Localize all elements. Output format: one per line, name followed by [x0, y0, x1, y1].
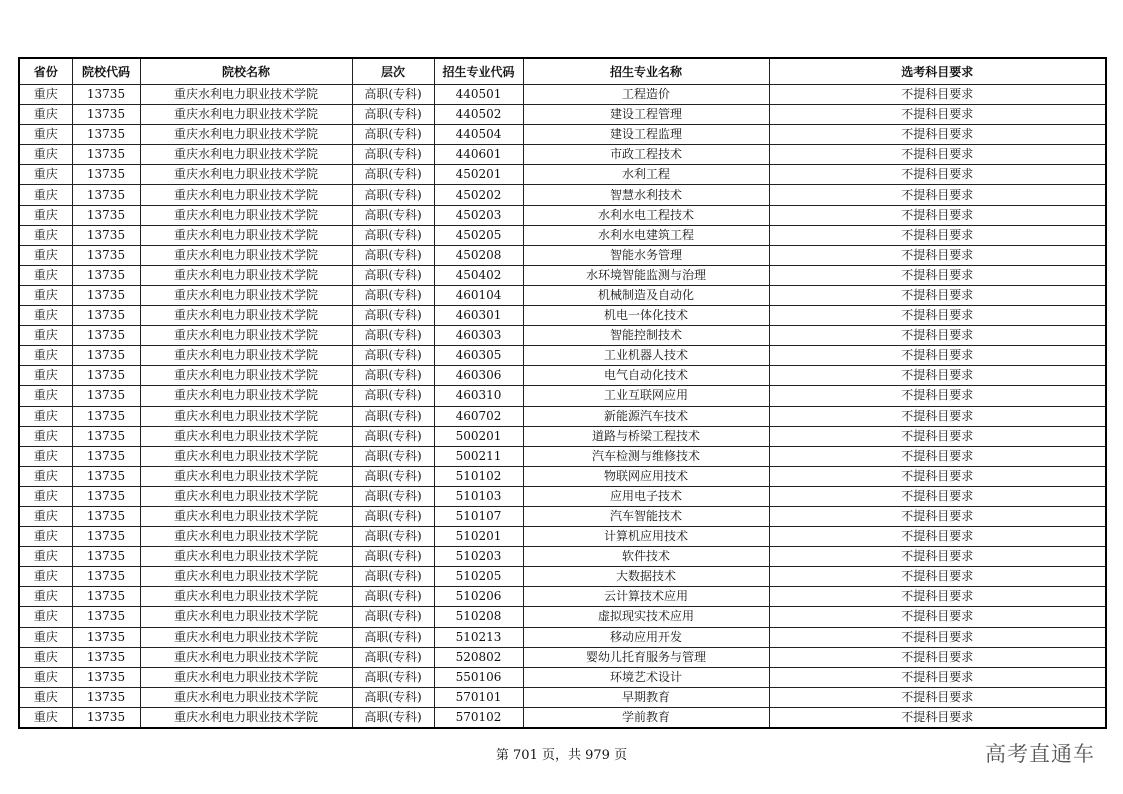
cell-province: 重庆	[19, 647, 72, 667]
cell-subject-requirement: 不提科目要求	[769, 306, 1106, 326]
cell-major-name: 云计算技术应用	[523, 587, 769, 607]
cell-school-name: 重庆水利电力职业技术学院	[140, 406, 352, 426]
cell-province: 重庆	[19, 627, 72, 647]
cell-level: 高职(专科)	[352, 486, 434, 506]
cell-province: 重庆	[19, 205, 72, 225]
cell-province: 重庆	[19, 607, 72, 627]
cell-subject-requirement: 不提科目要求	[769, 85, 1106, 105]
cell-major-code: 510103	[434, 486, 523, 506]
cell-level: 高职(专科)	[352, 527, 434, 547]
cell-school-name: 重庆水利电力职业技术学院	[140, 306, 352, 326]
cell-major-code: 520802	[434, 647, 523, 667]
cell-school-code: 13735	[72, 426, 140, 446]
cell-major-code: 440501	[434, 85, 523, 105]
cell-level: 高职(专科)	[352, 687, 434, 707]
cell-school-code: 13735	[72, 587, 140, 607]
cell-subject-requirement: 不提科目要求	[769, 406, 1106, 426]
cell-province: 重庆	[19, 527, 72, 547]
cell-school-name: 重庆水利电力职业技术学院	[140, 326, 352, 346]
cell-province: 重庆	[19, 165, 72, 185]
cell-school-name: 重庆水利电力职业技术学院	[140, 426, 352, 446]
cell-major-code: 450202	[434, 185, 523, 205]
cell-major-code: 510213	[434, 627, 523, 647]
cell-province: 重庆	[19, 386, 72, 406]
cell-school-code: 13735	[72, 306, 140, 326]
cell-level: 高职(专科)	[352, 225, 434, 245]
cell-level: 高职(专科)	[352, 567, 434, 587]
header-row	[19, 58, 1106, 85]
table-row	[19, 707, 1106, 728]
cell-major-code: 460104	[434, 285, 523, 305]
cell-major-name: 汽车智能技术	[523, 506, 769, 526]
table-row	[19, 426, 1106, 446]
cell-major-code: 440502	[434, 105, 523, 125]
cell-subject-requirement: 不提科目要求	[769, 145, 1106, 165]
cell-school-code: 13735	[72, 386, 140, 406]
cell-level: 高职(专科)	[352, 406, 434, 426]
column-header-school-name: 院校名称	[140, 58, 352, 85]
cell-major-code: 450402	[434, 265, 523, 285]
cell-major-code: 510201	[434, 527, 523, 547]
cell-level: 高职(专科)	[352, 386, 434, 406]
cell-school-name: 重庆水利电力职业技术学院	[140, 667, 352, 687]
cell-major-name: 市政工程技术	[523, 145, 769, 165]
cell-subject-requirement: 不提科目要求	[769, 125, 1106, 145]
cell-major-code: 510208	[434, 607, 523, 627]
cell-major-name: 环境艺术设计	[523, 667, 769, 687]
cell-province: 重庆	[19, 285, 72, 305]
cell-major-code: 510206	[434, 587, 523, 607]
page-total: 979	[585, 748, 610, 763]
cell-level: 高职(专科)	[352, 547, 434, 567]
table-row	[19, 446, 1106, 466]
cell-major-code: 440601	[434, 145, 523, 165]
cell-major-name: 水利工程	[523, 165, 769, 185]
table-row	[19, 627, 1106, 647]
cell-major-code: 500211	[434, 446, 523, 466]
cell-major-code: 460702	[434, 406, 523, 426]
cell-major-name: 婴幼儿托育服务与管理	[523, 647, 769, 667]
cell-school-name: 重庆水利电力职业技术学院	[140, 145, 352, 165]
table-row	[19, 265, 1106, 285]
cell-school-name: 重庆水利电力职业技术学院	[140, 647, 352, 667]
cell-subject-requirement: 不提科目要求	[769, 607, 1106, 627]
cell-school-code: 13735	[72, 567, 140, 587]
cell-level: 高职(专科)	[352, 627, 434, 647]
cell-school-code: 13735	[72, 105, 140, 125]
cell-school-name: 重庆水利电力职业技术学院	[140, 466, 352, 486]
cell-level: 高职(专科)	[352, 105, 434, 125]
cell-subject-requirement: 不提科目要求	[769, 326, 1106, 346]
cell-school-name: 重庆水利电力职业技术学院	[140, 366, 352, 386]
page-middle: 页，共	[537, 748, 586, 763]
table-row	[19, 205, 1106, 225]
cell-province: 重庆	[19, 486, 72, 506]
cell-level: 高职(专科)	[352, 185, 434, 205]
cell-school-name: 重庆水利电力职业技术学院	[140, 165, 352, 185]
cell-province: 重庆	[19, 145, 72, 165]
cell-school-code: 13735	[72, 346, 140, 366]
cell-school-code: 13735	[72, 225, 140, 245]
cell-level: 高职(专科)	[352, 326, 434, 346]
cell-school-name: 重庆水利电力职业技术学院	[140, 85, 352, 105]
cell-school-code: 13735	[72, 547, 140, 567]
cell-level: 高职(专科)	[352, 607, 434, 627]
cell-major-name: 电气自动化技术	[523, 366, 769, 386]
cell-school-name: 重庆水利电力职业技术学院	[140, 486, 352, 506]
cell-subject-requirement: 不提科目要求	[769, 587, 1106, 607]
table-row	[19, 306, 1106, 326]
cell-province: 重庆	[19, 506, 72, 526]
table-row	[19, 527, 1106, 547]
cell-school-code: 13735	[72, 366, 140, 386]
cell-major-name: 早期教育	[523, 687, 769, 707]
cell-province: 重庆	[19, 547, 72, 567]
cell-school-code: 13735	[72, 145, 140, 165]
cell-major-name: 大数据技术	[523, 567, 769, 587]
cell-subject-requirement: 不提科目要求	[769, 486, 1106, 506]
table-row	[19, 366, 1106, 386]
cell-major-name: 汽车检测与维修技术	[523, 446, 769, 466]
cell-school-code: 13735	[72, 265, 140, 285]
cell-subject-requirement: 不提科目要求	[769, 205, 1106, 225]
cell-major-name: 新能源汽车技术	[523, 406, 769, 426]
cell-level: 高职(专科)	[352, 125, 434, 145]
cell-subject-requirement: 不提科目要求	[769, 165, 1106, 185]
table-row	[19, 587, 1106, 607]
cell-major-code: 570102	[434, 707, 523, 728]
cell-school-name: 重庆水利电力职业技术学院	[140, 125, 352, 145]
cell-school-code: 13735	[72, 85, 140, 105]
cell-school-name: 重庆水利电力职业技术学院	[140, 587, 352, 607]
cell-level: 高职(专科)	[352, 285, 434, 305]
cell-major-code: 460305	[434, 346, 523, 366]
cell-subject-requirement: 不提科目要求	[769, 707, 1106, 728]
cell-major-name: 智能水务管理	[523, 245, 769, 265]
cell-province: 重庆	[19, 667, 72, 687]
cell-school-code: 13735	[72, 406, 140, 426]
cell-subject-requirement: 不提科目要求	[769, 567, 1106, 587]
cell-province: 重庆	[19, 245, 72, 265]
cell-level: 高职(专科)	[352, 587, 434, 607]
cell-major-name: 建设工程监理	[523, 125, 769, 145]
cell-major-code: 460301	[434, 306, 523, 326]
cell-province: 重庆	[19, 406, 72, 426]
document-sheet	[18, 57, 1105, 729]
cell-subject-requirement: 不提科目要求	[769, 687, 1106, 707]
cell-major-name: 学前教育	[523, 707, 769, 728]
cell-subject-requirement: 不提科目要求	[769, 185, 1106, 205]
cell-level: 高职(专科)	[352, 707, 434, 728]
cell-level: 高职(专科)	[352, 165, 434, 185]
cell-major-code: 550106	[434, 667, 523, 687]
cell-subject-requirement: 不提科目要求	[769, 547, 1106, 567]
cell-major-name: 智能控制技术	[523, 326, 769, 346]
cell-province: 重庆	[19, 346, 72, 366]
cell-school-code: 13735	[72, 285, 140, 305]
cell-province: 重庆	[19, 687, 72, 707]
cell-province: 重庆	[19, 265, 72, 285]
cell-major-code: 510203	[434, 547, 523, 567]
cell-level: 高职(专科)	[352, 446, 434, 466]
cell-level: 高职(专科)	[352, 245, 434, 265]
cell-school-name: 重庆水利电力职业技术学院	[140, 205, 352, 225]
cell-major-name: 建设工程管理	[523, 105, 769, 125]
cell-level: 高职(专科)	[352, 506, 434, 526]
cell-major-name: 道路与桥梁工程技术	[523, 426, 769, 446]
page-number	[0, 744, 1123, 763]
column-header-province: 省份	[19, 58, 72, 85]
table-row	[19, 647, 1106, 667]
column-header-school-code: 院校代码	[72, 58, 140, 85]
cell-school-name: 重庆水利电力职业技术学院	[140, 105, 352, 125]
cell-subject-requirement: 不提科目要求	[769, 105, 1106, 125]
column-header-major-name: 招生专业名称	[523, 58, 769, 85]
cell-major-name: 水利水电工程技术	[523, 205, 769, 225]
cell-school-code: 13735	[72, 245, 140, 265]
table-row	[19, 185, 1106, 205]
cell-school-code: 13735	[72, 527, 140, 547]
cell-major-code: 460303	[434, 326, 523, 346]
column-header-subject-requirement: 选考科目要求	[769, 58, 1106, 85]
table-row	[19, 687, 1106, 707]
cell-major-name: 智慧水利技术	[523, 185, 769, 205]
cell-province: 重庆	[19, 587, 72, 607]
cell-subject-requirement: 不提科目要求	[769, 346, 1106, 366]
table-body	[19, 85, 1106, 729]
cell-subject-requirement: 不提科目要求	[769, 506, 1106, 526]
cell-level: 高职(专科)	[352, 667, 434, 687]
cell-school-code: 13735	[72, 627, 140, 647]
cell-province: 重庆	[19, 446, 72, 466]
cell-school-code: 13735	[72, 205, 140, 225]
cell-province: 重庆	[19, 366, 72, 386]
cell-major-code: 570101	[434, 687, 523, 707]
cell-school-code: 13735	[72, 165, 140, 185]
cell-level: 高职(专科)	[352, 466, 434, 486]
table-row	[19, 406, 1106, 426]
cell-school-name: 重庆水利电力职业技术学院	[140, 506, 352, 526]
cell-province: 重庆	[19, 125, 72, 145]
cell-subject-requirement: 不提科目要求	[769, 285, 1106, 305]
page-prefix: 第	[495, 748, 514, 763]
cell-major-name: 水环境智能监测与治理	[523, 265, 769, 285]
table-row	[19, 105, 1106, 125]
table-row	[19, 506, 1106, 526]
cell-major-name: 工程造价	[523, 85, 769, 105]
table-row	[19, 85, 1106, 105]
cell-level: 高职(专科)	[352, 306, 434, 326]
cell-school-name: 重庆水利电力职业技术学院	[140, 627, 352, 647]
admission-table	[18, 57, 1107, 729]
table-row	[19, 466, 1106, 486]
cell-level: 高职(专科)	[352, 85, 434, 105]
cell-school-code: 13735	[72, 707, 140, 728]
cell-major-name: 机械制造及自动化	[523, 285, 769, 305]
cell-major-code: 510205	[434, 567, 523, 587]
cell-level: 高职(专科)	[352, 346, 434, 366]
table-row	[19, 165, 1106, 185]
cell-province: 重庆	[19, 326, 72, 346]
cell-school-code: 13735	[72, 506, 140, 526]
cell-major-code: 450208	[434, 245, 523, 265]
cell-major-name: 工业机器人技术	[523, 346, 769, 366]
cell-level: 高职(专科)	[352, 366, 434, 386]
watermark-logo: 高考直通车	[985, 742, 1095, 766]
table-row	[19, 125, 1106, 145]
cell-subject-requirement: 不提科目要求	[769, 446, 1106, 466]
cell-major-code: 450203	[434, 205, 523, 225]
table-row	[19, 667, 1106, 687]
cell-level: 高职(专科)	[352, 265, 434, 285]
cell-subject-requirement: 不提科目要求	[769, 366, 1106, 386]
cell-level: 高职(专科)	[352, 205, 434, 225]
cell-subject-requirement: 不提科目要求	[769, 426, 1106, 446]
cell-school-name: 重庆水利电力职业技术学院	[140, 245, 352, 265]
cell-school-code: 13735	[72, 607, 140, 627]
cell-major-code: 460306	[434, 366, 523, 386]
cell-school-code: 13735	[72, 486, 140, 506]
cell-school-name: 重庆水利电力职业技术学院	[140, 346, 352, 366]
cell-major-name: 工业互联网应用	[523, 386, 769, 406]
cell-major-code: 500201	[434, 426, 523, 446]
cell-subject-requirement: 不提科目要求	[769, 265, 1106, 285]
cell-school-name: 重庆水利电力职业技术学院	[140, 185, 352, 205]
cell-school-name: 重庆水利电力职业技术学院	[140, 607, 352, 627]
cell-province: 重庆	[19, 85, 72, 105]
cell-subject-requirement: 不提科目要求	[769, 527, 1106, 547]
cell-province: 重庆	[19, 707, 72, 728]
cell-major-code: 460310	[434, 386, 523, 406]
cell-school-code: 13735	[72, 687, 140, 707]
cell-major-name: 应用电子技术	[523, 486, 769, 506]
cell-province: 重庆	[19, 306, 72, 326]
table-row	[19, 245, 1106, 265]
cell-major-name: 软件技术	[523, 547, 769, 567]
cell-school-code: 13735	[72, 667, 140, 687]
table-row	[19, 285, 1106, 305]
page-current: 701	[513, 748, 538, 763]
cell-major-code: 510102	[434, 466, 523, 486]
cell-major-code: 450201	[434, 165, 523, 185]
cell-school-name: 重庆水利电力职业技术学院	[140, 386, 352, 406]
cell-subject-requirement: 不提科目要求	[769, 466, 1106, 486]
cell-subject-requirement: 不提科目要求	[769, 647, 1106, 667]
cell-subject-requirement: 不提科目要求	[769, 386, 1106, 406]
table-row	[19, 607, 1106, 627]
column-header-major-code: 招生专业代码	[434, 58, 523, 85]
cell-province: 重庆	[19, 185, 72, 205]
table-row	[19, 386, 1106, 406]
cell-major-name: 虚拟现实技术应用	[523, 607, 769, 627]
cell-major-name: 机电一体化技术	[523, 306, 769, 326]
table-row	[19, 326, 1106, 346]
cell-major-name: 物联网应用技术	[523, 466, 769, 486]
cell-major-code: 510107	[434, 506, 523, 526]
cell-school-name: 重庆水利电力职业技术学院	[140, 225, 352, 245]
page-suffix: 页	[609, 748, 628, 763]
cell-school-code: 13735	[72, 125, 140, 145]
cell-school-name: 重庆水利电力职业技术学院	[140, 707, 352, 728]
cell-subject-requirement: 不提科目要求	[769, 225, 1106, 245]
cell-school-name: 重庆水利电力职业技术学院	[140, 527, 352, 547]
column-header-level: 层次	[352, 58, 434, 85]
cell-subject-requirement: 不提科目要求	[769, 627, 1106, 647]
cell-subject-requirement: 不提科目要求	[769, 245, 1106, 265]
cell-school-name: 重庆水利电力职业技术学院	[140, 547, 352, 567]
table-row	[19, 486, 1106, 506]
cell-major-name: 水利水电建筑工程	[523, 225, 769, 245]
cell-school-name: 重庆水利电力职业技术学院	[140, 285, 352, 305]
cell-subject-requirement: 不提科目要求	[769, 667, 1106, 687]
cell-school-code: 13735	[72, 185, 140, 205]
cell-school-name: 重庆水利电力职业技术学院	[140, 446, 352, 466]
cell-major-code: 440504	[434, 125, 523, 145]
cell-level: 高职(专科)	[352, 426, 434, 446]
cell-school-code: 13735	[72, 446, 140, 466]
table-row	[19, 346, 1106, 366]
table-header	[19, 58, 1106, 85]
cell-school-name: 重庆水利电力职业技术学院	[140, 265, 352, 285]
cell-school-code: 13735	[72, 326, 140, 346]
cell-level: 高职(专科)	[352, 145, 434, 165]
cell-school-name: 重庆水利电力职业技术学院	[140, 567, 352, 587]
cell-province: 重庆	[19, 567, 72, 587]
table-row	[19, 547, 1106, 567]
cell-school-code: 13735	[72, 647, 140, 667]
table-row	[19, 145, 1106, 165]
table-row	[19, 225, 1106, 245]
cell-level: 高职(专科)	[352, 647, 434, 667]
cell-school-code: 13735	[72, 466, 140, 486]
table-row	[19, 567, 1106, 587]
cell-province: 重庆	[19, 105, 72, 125]
cell-province: 重庆	[19, 426, 72, 446]
cell-school-name: 重庆水利电力职业技术学院	[140, 687, 352, 707]
cell-province: 重庆	[19, 225, 72, 245]
cell-major-code: 450205	[434, 225, 523, 245]
cell-major-name: 移动应用开发	[523, 627, 769, 647]
cell-major-name: 计算机应用技术	[523, 527, 769, 547]
cell-province: 重庆	[19, 466, 72, 486]
